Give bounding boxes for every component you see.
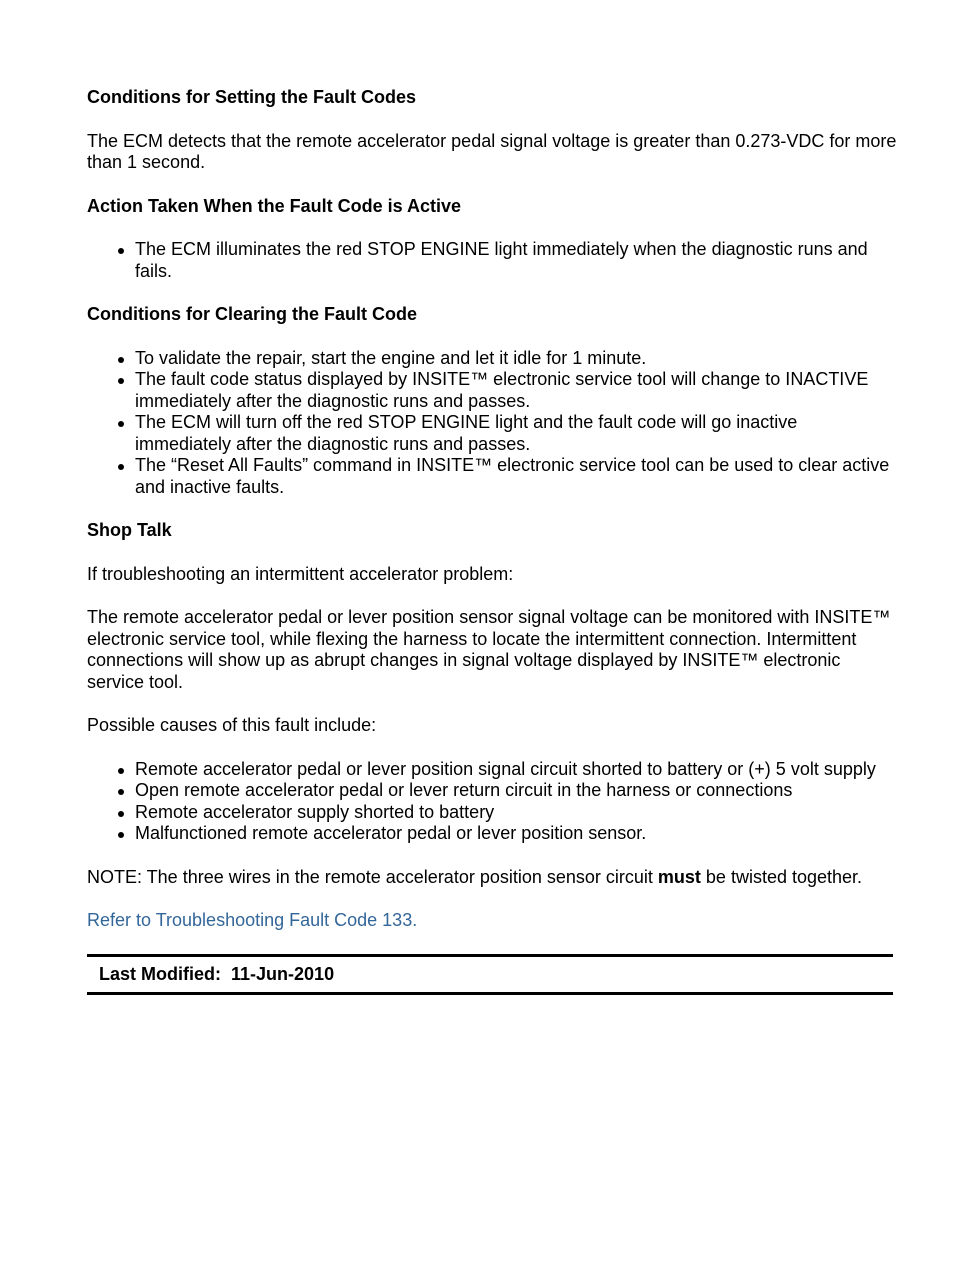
setting-heading: Conditions for Setting the Fault Codes xyxy=(87,87,416,107)
causes-list xyxy=(87,759,897,845)
cause-item: Open remote accelerator pedal or lever return circuit in the harness or connections xyxy=(135,780,897,802)
note-paragraph xyxy=(87,867,897,889)
note-emphasis: must xyxy=(657,866,701,887)
clearing-heading: Conditions for Clearing the Fault Code xyxy=(87,304,417,324)
cause-item: Malfunctioned remote accelerator pedal or lever position sensor. xyxy=(135,823,897,845)
clearing-list-item: The fault code status displayed by INSITE™ electronic service tool will change to INACTIVE immediately after the diagnostic runs and passes. xyxy=(135,369,897,412)
footer-bottom-rule xyxy=(87,992,893,995)
last-modified-row xyxy=(87,957,893,993)
action-list-item: The ECM illuminates the red STOP ENGINE light immediately when the diagnostic runs and fails. xyxy=(135,239,897,282)
clearing-list-item: The ECM will turn off the red STOP ENGINE light and the fault code will go inactive immediately after the diagnostic runs and passes. xyxy=(135,412,897,455)
clearing-list xyxy=(87,348,897,499)
note-text-before: NOTE: The three wires in the remote accelerator position sensor circuit xyxy=(87,866,658,887)
cause-item: Remote accelerator supply shorted to battery xyxy=(135,802,897,824)
action-list xyxy=(87,239,897,282)
last-modified-date: 11-Jun-2010 xyxy=(231,963,335,984)
note-text-after: be twisted together. xyxy=(700,866,863,887)
clearing-list-item: To validate the repair, start the engine and let it idle for 1 minute. xyxy=(135,348,897,370)
clearing-list-item: The “Reset All Faults” command in INSITE™ electronic service tool can be used to clear active and inactive faults. xyxy=(135,455,897,498)
troubleshooting-link[interactable]: Refer to Troubleshooting Fault Code 133. xyxy=(87,910,418,930)
footer xyxy=(87,954,893,996)
last-modified-label: Last Modified: xyxy=(99,963,221,984)
document-content xyxy=(87,87,897,995)
shop-talk-paragraph: The remote accelerator pedal or lever position sensor signal voltage can be monitored with INSITE™ electronic service tool, while flexing the harness to locate the intermittent connection. Intermittent connections will show up as abrupt changes in signal voltage displayed by INSITE™ electronic service tool. xyxy=(87,607,891,692)
action-heading: Action Taken When the Fault Code is Active xyxy=(87,195,462,216)
setting-text: The ECM detects that the remote accelerator pedal signal voltage is greater than 0.273-VDC for more than 1 second. xyxy=(87,130,897,172)
shop-talk-intro: If troubleshooting an intermittent accelerator problem: xyxy=(87,563,514,584)
causes-intro: Possible causes of this fault include: xyxy=(87,715,377,735)
cause-item: Remote accelerator pedal or lever position signal circuit shorted to battery or (+) 5 volt supply xyxy=(135,759,897,781)
shop-talk-heading: Shop Talk xyxy=(87,520,172,540)
